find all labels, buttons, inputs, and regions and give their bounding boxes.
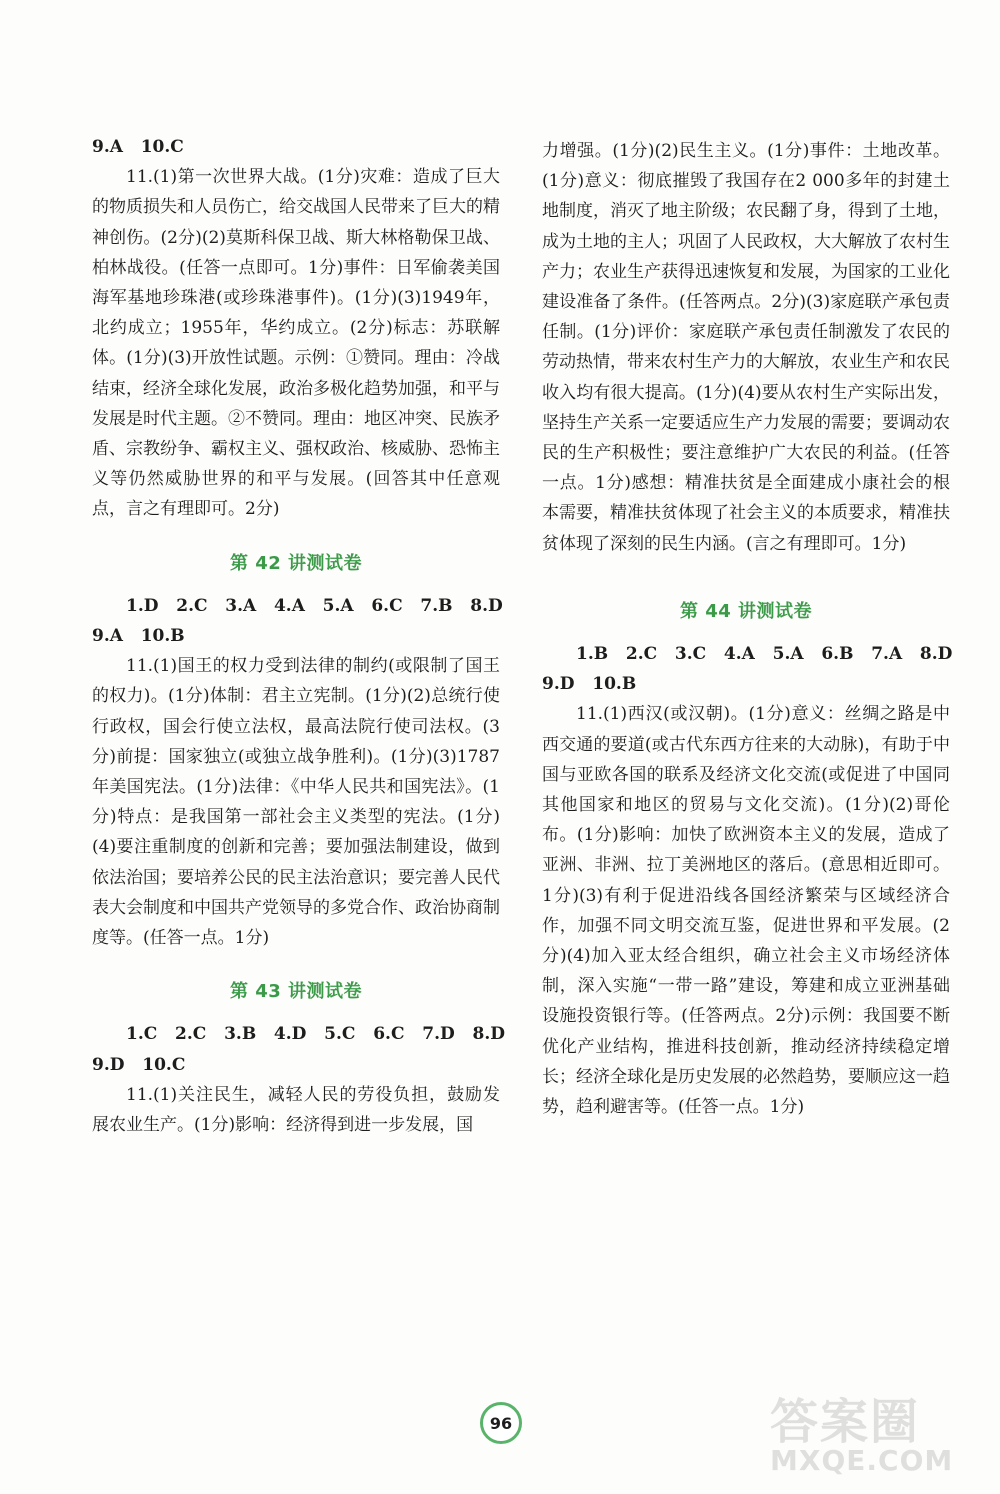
page-number: 96 (480, 1402, 522, 1444)
answer-mc-line: 9.A 10.B (92, 626, 185, 647)
answer-mc-line: 1.B 2.C 3.C 4.A 5.A 6.B 7.A 8.D (576, 644, 953, 665)
answer-mc-line: 1.C 2.C 3.B 4.D 5.C 6.C 7.D 8.D (126, 1024, 505, 1045)
answer-mc-line: 9.A 10.C (92, 137, 184, 157)
section-title-43: 第 43 讲测试卷 (229, 981, 363, 1003)
answer-mc-line: 9.D 10.B (542, 674, 637, 695)
answer-q11: 11.(1)关注民生，减轻人民的劳役负担，鼓励发展农业生产。(1分)影响：经济得到进一步发展，国 (92, 1084, 500, 1136)
answer-continuation: 力增强。(1分)(2)民生主义。(1分)事件：土地改革。(1分)意义：彻底摧毁了我国存在2 000多年的封建土地制度，消灭了地主阶级；农民翻了身，得到了土地，成为土地的主人；巩固了人民政权，大大解放了农村生产力；农业生产获得迅速恢复和发展，为国家的工业化建设准备了条件。(任答两点。2分)(3)家庭联产承包责任制。(1分)评价：家庭联产承包责任制激发了农民的劳动热情，带来农村生产力的大解放，农业生产和农民收入均有很大提高。(1分)(4)要从农村生产实际出发，坚持生产关系一定要适应生产力发展的需要；要调动农民的生产积极性；要注意维护广大农民的利益。(任答一点。1分)感想：精准扶贫是全面建成小康社会的根本需要，精准扶贫体现了社会主义的本质要求，精准扶贫体现了深刻的民生内涵。(言之有理即可。1分) (542, 141, 950, 554)
watermark-logo-text: 答案圈 (770, 1394, 921, 1450)
answer-q11: 11.(1)西汉(或汉朝)。(1分)意义：丝绸之路是中西交通的要道(或古代东西方往来的大动脉)，有助于中国与亚欧各国的联系及经济文化交流(或促进了中国同其他国家和地区的贸易与文化交流)。(1分)(2)哥伦布。(1分)影响：加快了欧洲资本主义的发展，造成了亚洲、非洲、拉丁美洲地区的落后。(意思相近即可。1分)(3)有利于促进沿线各国经济繁荣与区域经济合作，加强不同文明交流互鉴，促进世界和平发展。(2分)(4)加入亚太经合组织，确立社会主义市场经济体制，深入实施“一带一路”建设，筹建和成立亚洲基础设施投资银行等。(任答两点。2分)示例：我国要不断优化产业结构，推进科技创新，推动经济持续稳定增长；经济全球化是历史发展的必然趋势，要顺应这一趋势，趋利避害等。(任答一点。1分) (542, 704, 950, 1118)
watermark-url: MXQE.COM (770, 1444, 954, 1477)
left-column (92, 132, 505, 1140)
answer-mc-line: 9.D 10.C (92, 1054, 186, 1075)
answer-mc-line: 1.D 2.C 3.A 4.A 5.A 6.C 7.B 8.D (126, 595, 503, 616)
answer-q11: 11.(1)国王的权力受到法律的制约(或限制了国王的权力)。(1分)体制：君主立宪制。(1分)(2)总统行使行政权，国会行使立法权，最高法院行使司法权。(3分)前提：国家独立(或独立战争胜利)。(1分)(3)1787年美国宪法。(1分)法律：《中华人民共和国宪法》。(1分)特点：是我国第一部社会主义类型的宪法。(1分)(4)要注重制度的创新和完善；要加强法制建设，做到依法治国；要培养公民的民主法治意识；要完善人民代表大会制度和中国共产党领导的多党合作、政治协商制度等。(任答一点。1分) (92, 656, 500, 949)
right-column (542, 136, 953, 1122)
answer-q11: 11.(1)第一次世界大战。(1分)灾难：造成了巨大的物质损失和人员伤亡，给交战国人民带来了巨大的精神创伤。(2分)(2)莫斯科保卫战、斯大林格勒保卫战、柏林战役。(任答一点即可。1分)事件：日军偷袭美国海军基地珍珠港(或珍珠港事件)。(1分)(3)1949年，北约成立；1955年，华约成立。(2分)标志：苏联解体。(1分)(3)开放性试题。示例：①赞同。理由：冷战结束，经济全球化发展，政治多极化趋势加强，和平与发展是时代主题。②不赞同。理由：地区冲突、民族矛盾、宗教纷争、霸权主义、强权政治、核威胁、恐怖主义等仍然威胁世界的和平与发展。(回答其中任意观点，言之有理即可。2分) (92, 167, 500, 520)
section-title-42: 第 42 讲测试卷 (229, 552, 363, 574)
section-title-44: 第 44 讲测试卷 (679, 600, 813, 622)
watermark-logo (770, 1394, 990, 1488)
page-number-badge (480, 1402, 520, 1442)
